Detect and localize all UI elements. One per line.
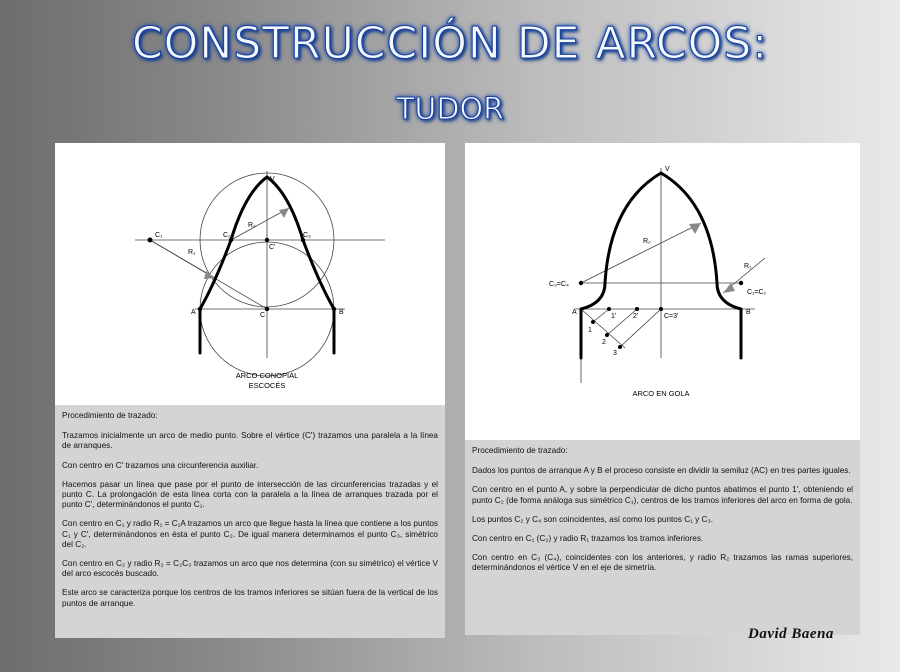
procedure-paragraph: Este arco se caracteriza porque los centros de los tramos inferiores se sitúan fuera de la vertical de los puntos de arranque. — [62, 588, 438, 608]
label-v: V — [270, 176, 275, 183]
procedure-paragraph: Con centro en C₃ (C₄), coincidentes con los anteriores, y radio R₂ trazamos las ramas superiores, determinándonos el vértice V en el eje de simetría. — [472, 553, 853, 573]
label-2: 2 — [602, 339, 606, 346]
label-2-prime: 2' — [633, 313, 639, 320]
author-signature: David Baena — [748, 626, 834, 642]
page-title: CONSTRUCCIÓN DE ARCOS: — [131, 18, 769, 69]
gola-arch-diagram — [465, 143, 860, 440]
label-b: B — [339, 309, 344, 316]
label-c-prime: C' — [269, 244, 276, 251]
procedure-paragraph: Los puntos C₂ y C₄ son coincidentes, así como los puntos C₁ y C₃. — [472, 514, 714, 524]
label-r1: R₁ — [744, 263, 752, 270]
label-c1: C₁ — [155, 232, 163, 239]
label-r2: R₂ — [643, 238, 651, 245]
procedure-paragraph: Con centro en C' trazamos una circunferencia auxiliar. — [62, 460, 259, 470]
procedure-text — [465, 440, 860, 635]
procedure-paragraph: Hacemos pasar un línea que pase por el punto de intersección de las circunferencias trazadas y el punto C. La prolongación de esta línea corta con la paralela a la línea de arranques trazada por el punto C', determinándonos el punto C₁. — [62, 479, 438, 510]
label-c1-c2: C₁=C₂ — [747, 289, 767, 296]
procedure-paragraph: Con centro en C₁ (C₂) y radio R₁ trazamos los tramos inferiores. — [472, 534, 704, 544]
procedure-paragraph: Dados los puntos de arranque A y B el proceso consiste en dividir la semiluz (AC) en tres partes iguales. — [472, 466, 851, 476]
figure-caption-line2: ESCOCÉS — [248, 381, 286, 390]
procedure-heading: Procedimiento de trazado: — [62, 411, 158, 420]
label-v: V — [665, 166, 670, 173]
label-c: C — [260, 312, 266, 319]
procedure-heading: Procedimiento de trazado: — [472, 446, 568, 455]
label-c-3prime: C=3' — [664, 313, 679, 320]
label-1: 1 — [588, 327, 592, 334]
label-c3: C₃ — [303, 232, 311, 239]
procedure-paragraph: Con centro en C₁ y radio R₁ = C₁A trazamos un arco que llegue hasta la línea que contiene a los puntos C₁ y C', determinándonos en ésta el punto C₂. De igual manera determinamos el punto C₃, simétrico del C₂. — [62, 519, 438, 549]
procedure-text — [55, 405, 445, 638]
conopial-arch-panel — [55, 143, 445, 638]
label-1-prime: 1' — [611, 313, 617, 320]
page-subtitle: TUDOR — [396, 92, 504, 127]
procedure-paragraph: Con centro en C₂ y radio R₂ = C₂C₃ trazamos un arco que nos determina (con su simétrico) el vértice V del arco escocés buscado. — [62, 559, 438, 579]
label-a: A — [572, 309, 577, 316]
label-c3-c4: C₃=C₄ — [549, 281, 569, 288]
gola-arch-panel — [465, 143, 860, 635]
label-b: B — [746, 309, 751, 316]
procedure-paragraph: Con centro en el punto A, y sobre la perpendicular de dicho puntos abatimos el punto 1', obteniendo el punto C₂ (de forma análoga sus simétrico C₁), centros de los tramos inferiores del arco en forma de gola. — [472, 485, 853, 505]
label-c2: C₂ — [223, 232, 231, 239]
label-3: 3 — [613, 350, 617, 357]
label-r2: R₂ — [248, 222, 256, 229]
figure-caption-line1: ARCO CONOPIAL — [235, 371, 299, 380]
label-a: A — [191, 309, 196, 316]
label-r1: R₁ — [188, 249, 196, 256]
figure-caption: ARCO EN GOLA — [632, 389, 690, 398]
conopial-arch-diagram — [55, 143, 445, 405]
procedure-paragraph: Trazamos inicialmente un arco de medio punto. Sobre el vértice (C') trazamos una paralela a la línea de arranques. — [62, 431, 438, 451]
